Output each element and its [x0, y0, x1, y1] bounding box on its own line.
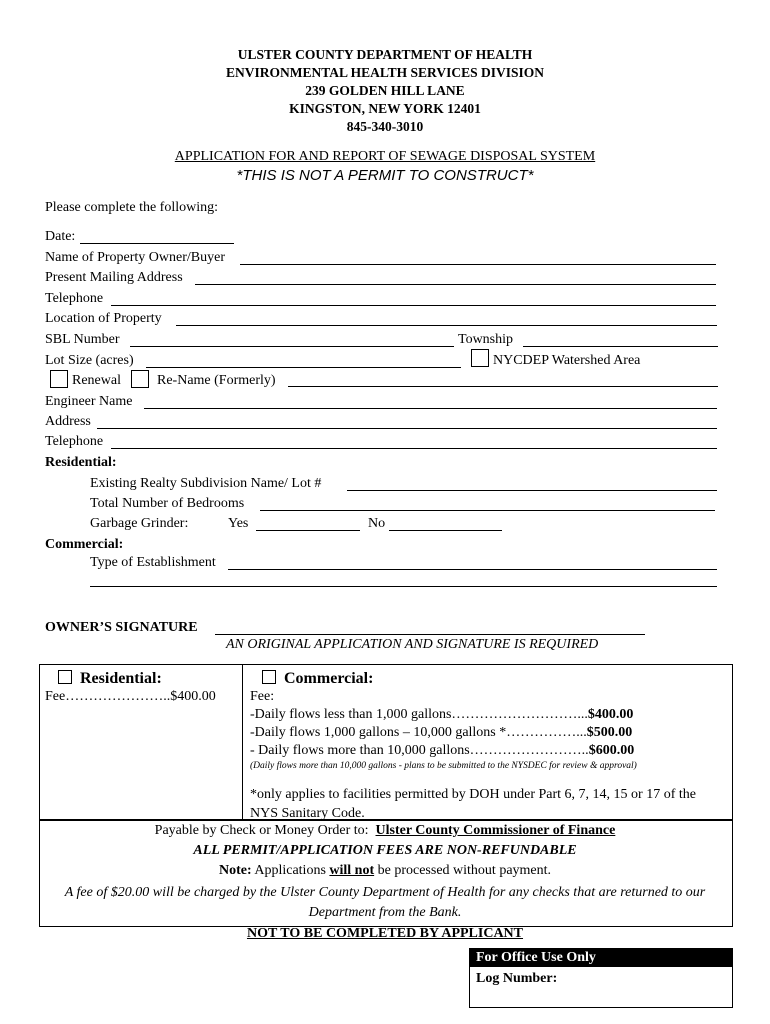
address-label: Address — [45, 414, 91, 429]
commercial-applies-note: *only applies to facilities permitted by DOH under Part 6, 7, 14, 15 or 17 of the NYS Sanitary Code. — [250, 787, 696, 821]
establishment-field[interactable] — [228, 569, 717, 570]
rename-field[interactable] — [288, 386, 718, 387]
not-completed-label: NOT TO BE COMPLETED BY APPLICANT — [246, 926, 524, 941]
payment-note-line: Note: Applications will not be processed without payment. — [218, 863, 552, 878]
commercial-fee-title: Commercial: — [262, 670, 373, 688]
mailing-label: Present Mailing Address — [45, 270, 183, 285]
address-field[interactable] — [97, 428, 717, 429]
grinder-yes-label: Yes — [228, 516, 249, 531]
bedrooms-label: Total Number of Bedrooms — [90, 496, 245, 511]
watershed-label: NYCDEP Watershed Area — [493, 353, 641, 368]
fee-table-divider — [242, 664, 243, 819]
mailing-field[interactable] — [195, 284, 716, 285]
street-address: 239 GOLDEN HILL LANE — [305, 83, 465, 98]
commercial-fee-row2: -Daily flows 1,000 gallons – 10,000 gallons *……………...$500.00 — [250, 725, 633, 740]
telephone-field[interactable] — [111, 305, 716, 306]
telephone2-field[interactable] — [111, 448, 717, 449]
commercial-fee-row1: -Daily flows less than 1,000 gallons………………………...$400.00 — [250, 707, 634, 722]
commercial-fee-note: (Daily flows more than 10,000 gallons - plans to be submitted to the NYSDEC for review & approval) — [250, 761, 637, 771]
phone-number: 845-340-3010 — [346, 119, 424, 134]
bedrooms-field[interactable] — [260, 510, 715, 511]
date-field[interactable] — [80, 243, 234, 244]
owner-field[interactable] — [240, 264, 716, 265]
engineer-label: Engineer Name — [45, 394, 133, 409]
sbl-label: SBL Number — [45, 332, 120, 347]
rename-label: Re-Name (Formerly) — [157, 373, 276, 388]
nonrefundable-line: ALL PERMIT/APPLICATION FEES ARE NON-REFUNDABLE — [193, 843, 577, 858]
grinder-yes-field[interactable] — [256, 530, 360, 531]
commercial-heading: Commercial: — [45, 537, 124, 552]
residential-fee: Fee…………………..$400.00 — [45, 689, 216, 704]
grinder-label: Garbage Grinder: — [90, 516, 189, 531]
log-number-label: Log Number: — [476, 971, 558, 986]
form-subtitle: *THIS IS NOT A PERMIT TO CONSTRUCT* — [236, 167, 534, 184]
payable-line: Payable by Check or Money Order to: Ulster County Commissioner of Finance — [154, 823, 616, 838]
subdivision-field[interactable] — [347, 490, 717, 491]
grinder-no-label: No — [368, 516, 386, 531]
township-field[interactable] — [523, 346, 718, 347]
establishment-field-line2[interactable] — [90, 586, 717, 587]
renewal-label: Renewal — [72, 373, 121, 388]
engineer-field[interactable] — [144, 408, 717, 409]
telephone-label: Telephone — [45, 291, 104, 306]
commercial-fee-row3: - Daily flows more than 10,000 gallons……………………..$600.00 — [250, 743, 635, 758]
residential-fee-title: Residential: — [58, 670, 162, 688]
intro-text: Please complete the following: — [45, 200, 219, 215]
returned-check-note: A fee of $20.00 will be charged by the Ulster County Department of Health for any checks that are returned to our Department from the Bank. — [64, 885, 706, 920]
commercial-fee-checkbox[interactable] — [262, 670, 276, 684]
renewal-checkbox[interactable] — [50, 370, 68, 388]
telephone2-label: Telephone — [45, 434, 104, 449]
owner-label: Name of Property Owner/Buyer — [45, 250, 226, 265]
grinder-no-field[interactable] — [389, 530, 502, 531]
city-state-zip: KINGSTON, NEW YORK 12401 — [289, 101, 481, 116]
commercial-fee-label: Fee: — [250, 689, 275, 704]
location-label: Location of Property — [45, 311, 162, 326]
signature-note: AN ORIGINAL APPLICATION AND SIGNATURE IS REQUIRED — [226, 637, 599, 652]
signature-field[interactable] — [215, 634, 645, 635]
subdivision-label: Existing Realty Subdivision Name/ Lot # — [90, 476, 322, 491]
form-title: APPLICATION FOR AND REPORT OF SEWAGE DISPOSAL SYSTEM — [174, 149, 596, 164]
agency-name: ULSTER COUNTY DEPARTMENT OF HEALTH — [237, 47, 533, 62]
residential-fee-checkbox[interactable] — [58, 670, 72, 684]
lot-size-label: Lot Size (acres) — [45, 353, 134, 368]
location-field[interactable] — [176, 325, 717, 326]
watershed-checkbox[interactable] — [471, 349, 489, 367]
township-label: Township — [458, 332, 514, 347]
sbl-field[interactable] — [130, 346, 454, 347]
establishment-label: Type of Establishment — [90, 555, 216, 570]
payee: Ulster County Commissioner of Finance — [375, 823, 616, 838]
rename-checkbox[interactable] — [131, 370, 149, 388]
division-name: ENVIRONMENTAL HEALTH SERVICES DIVISION — [226, 65, 544, 80]
residential-heading: Residential: — [45, 455, 117, 470]
signature-label: OWNER’S SIGNATURE — [45, 620, 198, 635]
office-use-header: For Office Use Only — [470, 949, 732, 967]
lot-size-field[interactable] — [146, 367, 461, 368]
date-label: Date: — [45, 229, 76, 244]
